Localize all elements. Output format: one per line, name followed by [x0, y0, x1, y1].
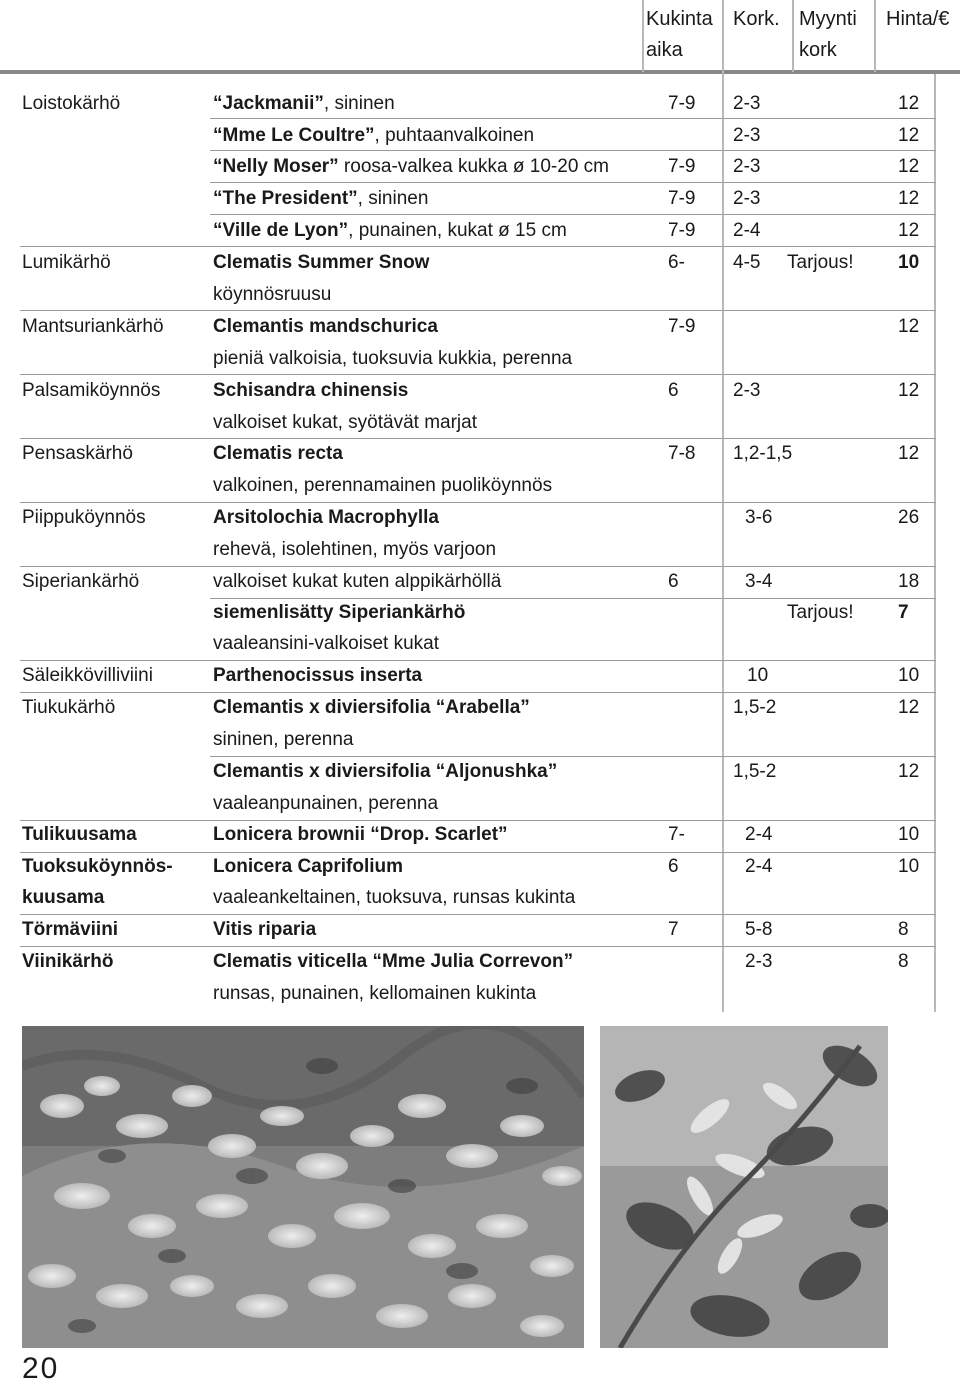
row-divider [20, 310, 936, 311]
species-name: Clematis Summer Snow [213, 252, 430, 273]
species-name: Vitis riparia [213, 919, 317, 940]
common-name: Tiukukärhö [22, 697, 116, 718]
bloom-time: 7-9 [668, 316, 696, 337]
species-description: valkoiset kukat kuten alppikärhöllä [213, 571, 502, 592]
price: 8 [898, 951, 909, 972]
row-divider [20, 946, 936, 947]
header-divider [0, 70, 960, 74]
common-name: Mantsuriankärhö [22, 316, 164, 337]
variety-description [213, 92, 395, 116]
variety-description [213, 187, 428, 211]
common-name: Viinikärhö [22, 951, 114, 972]
page-number: 20 [22, 1352, 60, 1385]
price: 26 [898, 507, 920, 528]
species-note: vaaleansini-valkoiset kukat [213, 633, 440, 654]
variety-name: “The President” [213, 188, 358, 209]
price: 12 [898, 156, 920, 177]
height: 2-3 [733, 380, 761, 401]
price: 10 [898, 824, 920, 845]
species-note: runsas, punainen, kellomainen kukinta [213, 983, 537, 1004]
species-note: valkoinen, perennamainen puoliköynnös [213, 475, 553, 496]
height: 2-3 [733, 125, 761, 146]
header-height-label: Kork. [733, 8, 780, 30]
price: 12 [898, 93, 920, 114]
bloom-time: 7-8 [668, 443, 696, 464]
honeysuckle-flowers-photo [22, 1026, 584, 1348]
price: 18 [898, 571, 920, 592]
variety-detail: , puhtaanvalkoinen [374, 125, 535, 146]
variety-name: “Nelly Moser” [213, 156, 339, 177]
common-name: Palsamiköynnös [22, 380, 161, 401]
common-name: Säleikkövilliviini [22, 665, 153, 686]
bloom-time: 6 [668, 856, 679, 877]
species-name: Parthenocissus inserta [213, 665, 423, 686]
row-divider [210, 150, 936, 151]
species-note: vaaleankeltainen, tuoksuva, runsas kukinta [213, 887, 576, 908]
height: 2-4 [745, 856, 773, 877]
species-name: Clemantis x diviersifolia “Aljonushka” [213, 761, 558, 782]
header-sale-line1: Myynti [799, 8, 857, 30]
column-separator [874, 0, 876, 72]
height: 5-8 [745, 919, 773, 940]
price: 12 [898, 125, 920, 146]
height: 4-5 [733, 252, 761, 273]
row-divider [210, 756, 936, 757]
height: 3-6 [745, 507, 773, 528]
common-name: Pensaskärhö [22, 443, 133, 464]
header-price [886, 0, 960, 72]
price: 8 [898, 919, 909, 940]
bloom-time: 7 [668, 919, 679, 940]
price: 7 [898, 602, 909, 623]
height: 2-4 [733, 220, 761, 241]
bloom-time: 6 [668, 380, 679, 401]
height: 2-3 [733, 156, 761, 177]
row-divider [210, 118, 936, 119]
header-bloom-line1: Kukinta [646, 8, 713, 30]
header-height [733, 0, 793, 72]
variety-description [213, 155, 609, 179]
row-divider [20, 374, 936, 375]
variety-description [213, 219, 567, 243]
price: 12 [898, 761, 920, 782]
bloom-time: 6- [668, 252, 685, 273]
variety-detail: roosa-valkea kukka ø 10-20 cm [338, 156, 609, 177]
species-name: Clemantis mandschurica [213, 316, 438, 337]
row-divider [20, 438, 936, 439]
height: 2-3 [745, 951, 773, 972]
species-name: Arsitolochia Macrophylla [213, 507, 439, 528]
price: 12 [898, 697, 920, 718]
common-name: Piippuköynnös [22, 507, 146, 528]
species-note: rehevä, isolehtinen, myös varjoon [213, 539, 497, 560]
row-divider [20, 660, 936, 661]
header-bloom-line2: aika [646, 39, 683, 61]
price: 10 [898, 252, 920, 273]
common-name: Lumikärhö [22, 252, 111, 273]
bloom-time: 6 [668, 571, 679, 592]
species-name: Clemantis x diviersifolia “Arabella” [213, 697, 530, 718]
price: 12 [898, 220, 920, 241]
honeysuckle-closeup-photo [600, 1026, 888, 1348]
common-name: Törmäviini [22, 919, 119, 940]
photo-image [22, 1026, 584, 1348]
variety-name: “Ville de Lyon” [213, 220, 349, 241]
bloom-time: 7-9 [668, 188, 696, 209]
height: 10 [747, 665, 769, 686]
variety-detail: , sininen [357, 188, 429, 209]
common-name-continued: kuusama [22, 887, 105, 908]
row-divider [210, 598, 936, 599]
variety-name: “Jackmanii” [213, 93, 324, 114]
header-price-label: Hinta/€ [886, 8, 950, 30]
bloom-time: 7-9 [668, 93, 696, 114]
common-name: Siperiankärhö [22, 571, 140, 592]
row-divider [20, 852, 936, 853]
header-bloom-time [646, 0, 722, 72]
header-sale-line2: kork [799, 39, 837, 61]
column-separator [722, 0, 724, 1012]
common-name: Tuoksuköynnös- [22, 856, 173, 877]
species-name: siemenlisätty Siperiankärhö [213, 602, 466, 623]
species-note: pieniä valkoisia, tuoksuvia kukkia, perenna [213, 348, 573, 369]
species-name: Clematis recta [213, 443, 343, 464]
species-note: sininen, perenna [213, 729, 354, 750]
price: 12 [898, 380, 920, 401]
height: 2-3 [733, 188, 761, 209]
bloom-time: 7-9 [668, 156, 696, 177]
price: 10 [898, 665, 920, 686]
common-name: Loistokärhö [22, 93, 121, 114]
bloom-time: 7-9 [668, 220, 696, 241]
row-divider [20, 820, 936, 821]
height: 3-4 [745, 571, 773, 592]
row-divider [20, 914, 936, 915]
photo-image [600, 1026, 888, 1348]
height: 2-4 [745, 824, 773, 845]
bloom-time: 7- [668, 824, 685, 845]
column-separator [642, 0, 644, 72]
column-separator [792, 0, 794, 72]
species-name: Schisandra chinensis [213, 380, 409, 401]
variety-name: “Mme Le Coultre” [213, 125, 375, 146]
species-name: Clematis viticella “Mme Julia Correvon” [213, 951, 574, 972]
variety-detail: , punainen, kukat ø 15 cm [348, 220, 567, 241]
offer-badge: Tarjous! [787, 252, 854, 273]
species-note: valkoiset kukat, syötävät marjat [213, 412, 477, 433]
offer-badge: Tarjous! [787, 602, 854, 623]
species-note: vaaleanpunainen, perenna [213, 793, 439, 814]
price: 12 [898, 188, 920, 209]
price: 12 [898, 316, 920, 337]
price: 10 [898, 856, 920, 877]
height: 1,5-2 [733, 697, 777, 718]
height: 1,5-2 [733, 761, 777, 782]
row-divider [20, 566, 936, 567]
species-name: Lonicera Caprifolium [213, 856, 404, 877]
row-divider [210, 214, 936, 215]
common-name: Tulikuusama [22, 824, 137, 845]
price: 12 [898, 443, 920, 464]
species-note: köynnösruusu [213, 284, 332, 305]
variety-detail: , sininen [323, 93, 395, 114]
header-sale-height [799, 0, 869, 72]
variety-description [213, 124, 534, 148]
row-divider [20, 692, 936, 693]
row-divider [20, 246, 936, 247]
row-divider [20, 502, 936, 503]
height: 1,2-1,5 [733, 443, 793, 464]
species-name: Lonicera brownii “Drop. Scarlet” [213, 824, 508, 845]
height: 2-3 [733, 93, 761, 114]
row-divider [210, 182, 936, 183]
